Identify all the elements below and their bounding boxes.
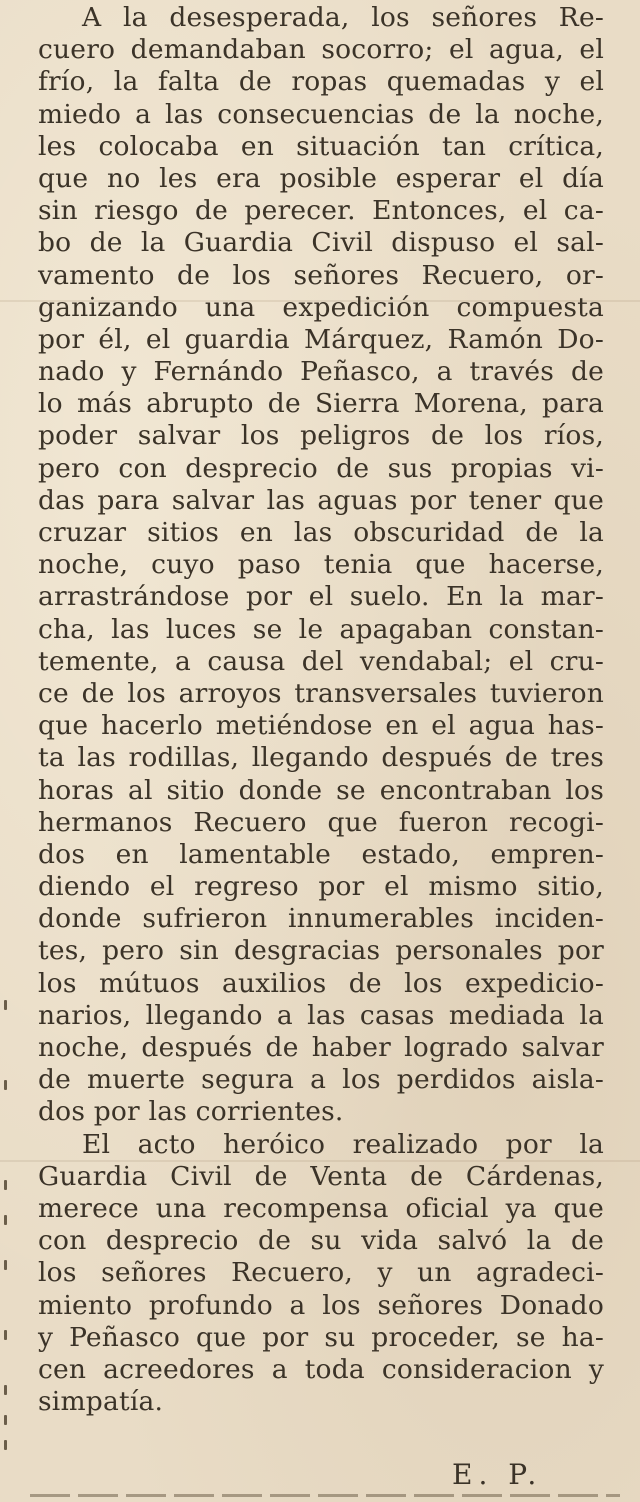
- text-line: pero con desprecio de sus propias vi-: [38, 452, 604, 484]
- text-line: poder salvar los peligros de los ríos,: [38, 420, 604, 452]
- text-line: merece una recompensa oficial ya que: [38, 1192, 604, 1224]
- text-line: ce de los arroyos transversales tuvieron: [38, 677, 604, 709]
- text-line: das para salvar las aguas por tener que: [38, 484, 604, 516]
- margin-mark: [4, 1330, 7, 1340]
- text-line: ta las rodillas, llegando después de tres: [38, 742, 604, 774]
- text-line: los mútuos auxilios de los expedicio-: [38, 967, 604, 999]
- text-line: de muerte segura a los perdidos aisla-: [38, 1064, 604, 1096]
- text-line: les colocaba en situación tan crítica,: [38, 130, 604, 162]
- text-line: vamento de los señores Recuero, or-: [38, 259, 604, 291]
- text-line: los señores Recuero, y un agradeci-: [38, 1257, 604, 1289]
- text-line: por él, el guardia Márquez, Ramón Do-: [38, 323, 604, 355]
- text-line: cha, las luces se le apagaban constan-: [38, 613, 604, 645]
- text-line: con desprecio de su vida salvó la de: [38, 1225, 604, 1257]
- margin-mark: [4, 1260, 7, 1270]
- text-line: noche, cuyo paso tenia que hacerse,: [38, 549, 604, 581]
- text-line: miento profundo a los señores Donado: [38, 1289, 604, 1321]
- text-line: donde sufrieron innumerables inciden-: [38, 903, 604, 935]
- text-line: cruzar sitios en las obscuridad de la: [38, 517, 604, 548]
- text-line: temente, a causa del vendabal; el cru-: [38, 645, 604, 677]
- text-line: lo más abrupto de Sierra Morena, para: [38, 388, 604, 420]
- text-line: arrastrándose por el suelo. En la mar-: [38, 581, 604, 613]
- margin-mark: [4, 1440, 7, 1450]
- bottom-rule: [30, 1494, 620, 1497]
- text-line: cuero demandaban socorro; el agua, el: [38, 34, 604, 66]
- text-line: frío, la falta de ropas quemadas y el: [38, 66, 604, 98]
- text-line: El acto heróico realizado por la: [82, 1128, 604, 1160]
- left-margin-marks: [0, 0, 20, 1502]
- text-line: sin riesgo de perecer. Entonces, el ca-: [38, 195, 604, 227]
- text-line: bo de la Guardia Civil dispuso el sal-: [38, 227, 604, 259]
- margin-mark: [4, 1415, 7, 1425]
- text-line: noche, después de haber logrado salvar: [38, 1032, 604, 1063]
- text-line: que hacerlo metiéndose en el agua has-: [38, 710, 604, 742]
- text-line: tes, pero sin desgracias personales por: [38, 935, 604, 967]
- text-line: nado y Fernándo Peñasco, a través de: [38, 356, 604, 388]
- margin-mark: [4, 1080, 7, 1090]
- article-column: [38, 2, 604, 1418]
- text-line: A la desesperada, los señores Re-: [82, 2, 604, 33]
- text-line: y Peñasco que por su proceder, se ha-: [38, 1321, 604, 1353]
- text-line: que no les era posible esperar el día: [38, 162, 604, 194]
- text-line: dos por las corrientes.: [38, 1096, 344, 1128]
- text-line: horas al sitio donde se encontraban los: [38, 774, 604, 806]
- text-line: simpatía.: [38, 1386, 164, 1418]
- margin-mark: [4, 1385, 7, 1395]
- margin-mark: [4, 1215, 7, 1225]
- author-signature: E. P.: [452, 1458, 543, 1491]
- text-line: narios, llegando a las casas mediada la: [38, 999, 604, 1031]
- text-line: hermanos Recuero que fueron recogi-: [38, 806, 604, 838]
- margin-mark: [4, 1180, 7, 1190]
- text-line: Guardia Civil de Venta de Cárdenas,: [38, 1160, 604, 1192]
- text-line: diendo el regreso por el mismo sitio,: [38, 871, 604, 903]
- text-line: cen acreedores a toda consideracion y: [38, 1353, 604, 1385]
- text-line: dos en lamentable estado, empren-: [38, 838, 604, 870]
- margin-mark: [4, 1000, 7, 1010]
- text-line: ganizando una expedición compuesta: [38, 291, 604, 323]
- text-line: miedo a las consecuencias de la noche,: [38, 98, 604, 130]
